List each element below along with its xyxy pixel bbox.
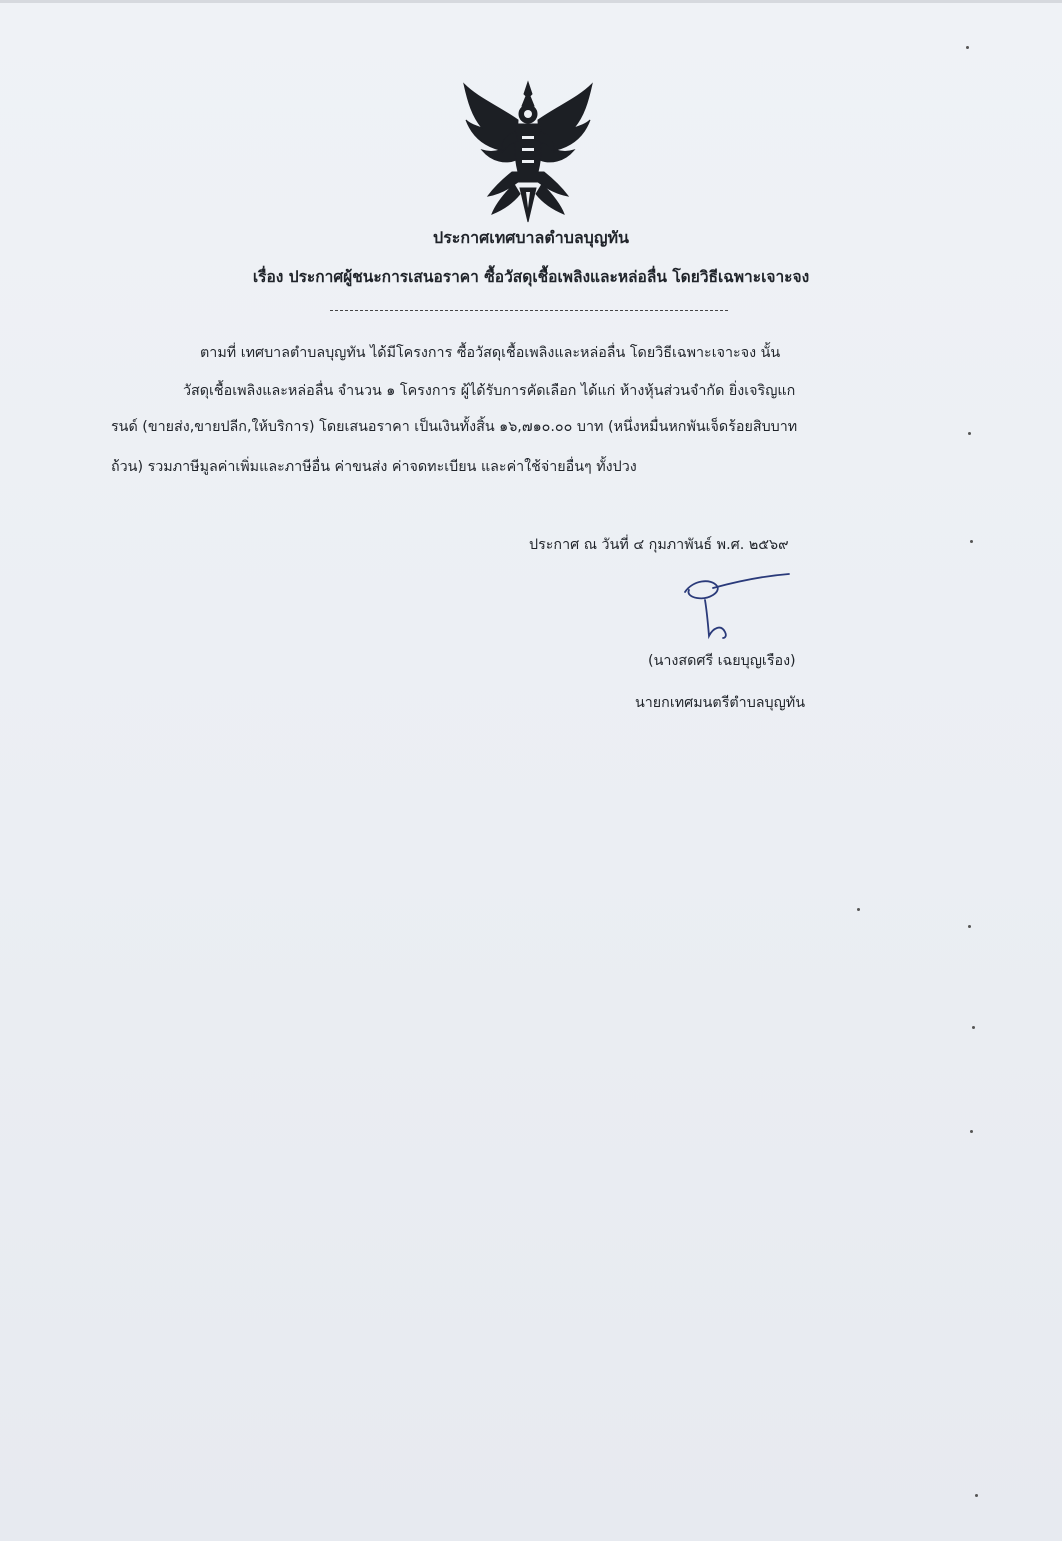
- paper-speck: [975, 1494, 978, 1497]
- document-subject: เรื่อง ประกาศผู้ชนะการเสนอราคา ซื้อวัสดุเชื้อเพลิงและหล่อลื่น โดยวิธีเฉพาะเจาะจง: [252, 268, 810, 286]
- signer-name: (นางสดศรี เฉยบุญเรือง): [648, 653, 796, 669]
- document-title: ประกาศเทศบาลตำบลบุญทัน: [433, 228, 629, 247]
- garuda-emblem-icon: [458, 76, 598, 224]
- paper-speck: [968, 432, 971, 435]
- paper-speck: [970, 540, 973, 543]
- section-divider: [330, 310, 728, 311]
- paper-speck: [966, 46, 969, 49]
- signer-title: นายกเทศมนตรีตำบลบุญทัน: [635, 695, 805, 711]
- body-line-4: ถ้วน) รวมภาษีมูลค่าเพิ่มและภาษีอื่น ค่าขนส่ง ค่าจดทะเบียน และค่าใช้จ่ายอื่นๆ ทั้งปวง: [111, 459, 637, 475]
- paper-speck: [968, 925, 971, 928]
- body-line-2: วัสดุเชื้อเพลิงและหล่อลื่น จำนวน ๑ โครงการ ผู้ได้รับการคัดเลือก ได้แก่ ห้างหุ้นส่วนจำกัด ยิ่งเจริญแก: [183, 383, 796, 399]
- paper-speck: [857, 908, 860, 911]
- body-line-3: รนด์ (ขายส่ง,ขายปลีก,ให้บริการ) โดยเสนอราคา เป็นเงินทั้งสิ้น ๑๖,๗๑๐.๐๐ บาท (หนึ่งหมื่นหกพันเจ็ดร้อยสิบบาท: [111, 419, 798, 435]
- paper-speck: [970, 1130, 973, 1133]
- announce-date: ประกาศ ณ วันที่ ๔ กุมภาพันธ์ พ.ศ. ๒๕๖๙: [529, 537, 789, 553]
- paper-speck: [972, 1026, 975, 1029]
- handwritten-signature: [675, 570, 795, 642]
- body-line-1: ตามที่ เทศบาลตำบลบุญทัน ได้มีโครงการ ซื้อวัสดุเชื้อเพลิงและหล่อลื่น โดยวิธีเฉพาะเจาะจง นั้น: [200, 345, 781, 361]
- page-top-edge: [0, 0, 1062, 3]
